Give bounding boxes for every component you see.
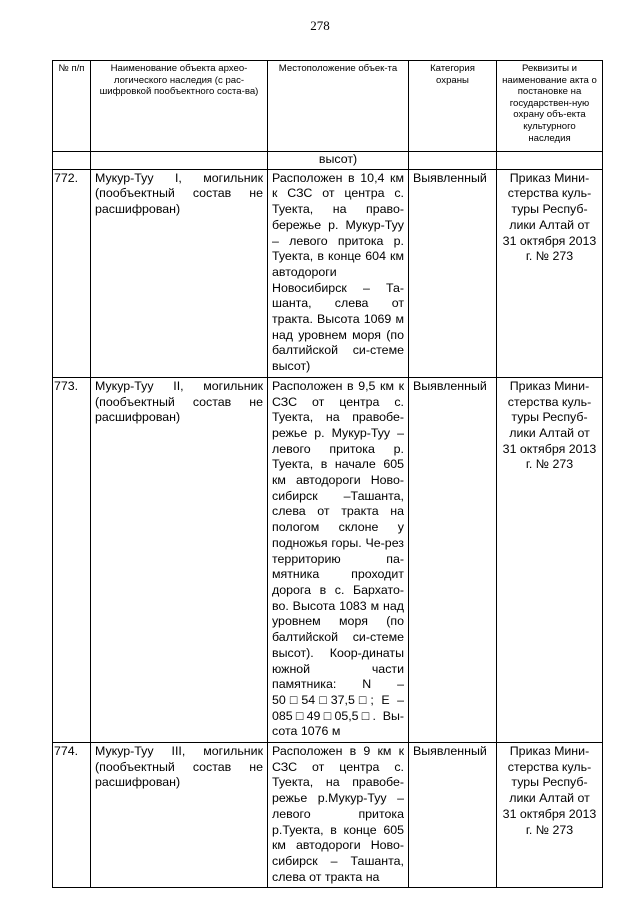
row-name: Мукур-Туу II, могильник (пообъектный состав не расшифрован) — [91, 377, 268, 742]
header-category: Категория охраны — [409, 61, 497, 152]
row-num: 773. — [53, 377, 91, 742]
row-num: 774. — [53, 743, 91, 888]
table-header-row — [53, 61, 603, 152]
table-row — [53, 377, 603, 742]
continuation-requisites — [497, 152, 603, 170]
continuation-category — [409, 152, 497, 170]
header-name: Наименование объекта архео-логического наследия (с рас-шифровкой пообъектного соста-ва) — [91, 61, 268, 152]
row-location: Расположен в 10,4 км к СЗС от центра с. Туекта, на право-бережье р. Мукур-Туу – левого притока р. Туекта, в конце 604 км автодороги Новосибирск – Та-шанта, слева от тракта. Высота 1069 м над уровнем моря (по балтийской си-стеме высот) — [268, 169, 409, 377]
table-row — [53, 743, 603, 888]
row-category: Выявленный — [409, 169, 497, 377]
continuation-location: высот) — [268, 152, 409, 170]
page-number: 278 — [310, 18, 330, 33]
row-location: Расположен в 9 км к СЗС от центра с. Туекта, на правобе-режье р.Мукур-Туу – левого притока р.Туекта, в конце 605 км автодороги Ново-сибирск – Ташанта, слева от тракта на — [268, 743, 409, 888]
row-num: 772. — [53, 169, 91, 377]
header-location: Местоположение объек-та — [268, 61, 409, 152]
row-requisites: Приказ Мини-стерства куль-туры Респуб-лики Алтай от 31 октября 2013 г. № 273 — [497, 169, 603, 377]
row-category: Выявленный — [409, 743, 497, 888]
row-category: Выявленный — [409, 377, 497, 742]
continuation-num — [53, 152, 91, 170]
heritage-table — [52, 60, 603, 888]
row-name: Мукур-Туу III, могильник (пообъектный состав не расшифрован) — [91, 743, 268, 888]
row-name: Мукур-Туу I, могильник (пообъектный состав не расшифрован) — [91, 169, 268, 377]
table-row — [53, 169, 603, 377]
continuation-name — [91, 152, 268, 170]
row-requisites: Приказ Мини-стерства куль-туры Респуб-лики Алтай от 31 октября 2013 г. № 273 — [497, 377, 603, 742]
header-requisites: Реквизиты и наименование акта о постановке на государствен-ную охрану объ-екта культурного наследия — [497, 61, 603, 152]
row-location: Расположен в 9,5 км к СЗС от центра с. Туекта, на правобе-режье р. Мукур-Туу – левого притока р. Туекта, в начале 605 км автодороги Ново-сибирск –Ташанта, слева от тракта на пологом склоне у подножья горы. Че-рез территорию па-мятника проходит дорога в с. Бархато-во. Высота 1083 м над уровнем моря (по балтийской си-стеме высот). Коор-динаты южной части памятника: N – 50□54□37,5□; E – 085□49□05,5□. Вы-сота 1076 м — [268, 377, 409, 742]
header-num: № п/п — [53, 61, 91, 152]
row-requisites: Приказ Мини-стерства куль-туры Респуб-лики Алтай от 31 октября 2013 г. № 273 — [497, 743, 603, 888]
continuation-row — [53, 152, 603, 170]
